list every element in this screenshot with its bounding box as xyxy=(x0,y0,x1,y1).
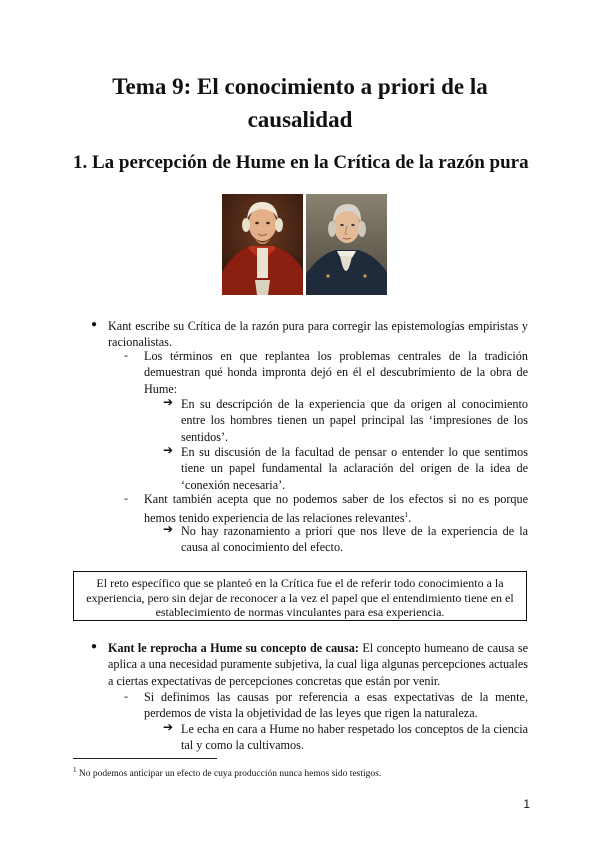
bullet-marker: ● xyxy=(91,641,98,652)
arrow-icon: ➔ xyxy=(163,720,174,734)
dash-marker: - xyxy=(124,491,128,505)
arrow-text: En su discusión de la facultad de pensar o entender lo que sentimos tiene un papel fundamental la aclaración del origen de la idea de ‘conexión necesaria’. xyxy=(181,445,528,492)
highlight-box xyxy=(73,571,527,621)
section-heading: 1. La percepción de Hume en la Crítica de la razón pura xyxy=(73,152,529,173)
dash-marker: - xyxy=(124,348,128,362)
portrait-hume-icon xyxy=(222,194,303,295)
bullet-text xyxy=(108,640,528,689)
dash-item xyxy=(124,689,528,722)
arrow-icon: ➔ xyxy=(163,443,174,457)
highlight-box-text: El reto específico que se planteó en la Crítica fue el de referir todo conocimiento a la experiencia, pero sin dejar de reconocer a la vez el papel que el entendimiento tiene en el establecimiento de normas vinculantes para esa experiencia. xyxy=(86,576,514,620)
bullet-text: Kant escribe su Crítica de la razón pura para corregir las epistemologías empiristas y racionalistas. xyxy=(108,319,528,350)
document-title: Tema 9: El conocimiento a priori de la causalidad xyxy=(112,74,488,132)
arrow-icon: ➔ xyxy=(163,522,174,536)
arrow-text: No hay razonamiento a priori que nos lleve de la experiencia de la causa al conocimiento del efecto. xyxy=(181,524,528,555)
bullet-marker: ● xyxy=(91,319,98,330)
footnote xyxy=(73,764,381,780)
arrow-item xyxy=(163,443,528,493)
dash-text: Los términos en que replantea los problemas centrales de la tradición demuestran qué honda impronta dejó en él el descubrimiento de la obra de Hume: xyxy=(144,349,528,396)
arrow-item xyxy=(163,720,528,754)
arrow-item xyxy=(163,395,528,445)
dash-text: Kant también acepta que no podemos saber de los efectos si no es porque hemos tenido experiencia de las relaciones relevantes$^1$. xyxy=(144,492,528,526)
dash-item xyxy=(124,491,528,527)
footnote-divider xyxy=(73,758,217,759)
footnote-text: No podemos anticipar un efecto de cuya producción nunca hemos sido testigos. xyxy=(76,769,382,780)
bullet-text-body: El concepto humeano de causa se aplica a una necesidad puramente subjetiva, la cual liga algunas percepciones actuales a ciertas expectativas de percepciones concretas que están por venir. xyxy=(108,641,528,688)
arrow-text: En su descripción de la experiencia que da origen al conocimiento entre los hombres tienen un papel principal las ‘impresiones de los sentidos’. xyxy=(181,397,528,444)
dash-item xyxy=(124,348,528,397)
footnote-reference: 1 xyxy=(404,511,409,520)
arrow-item xyxy=(163,522,528,556)
dash-text-body: Kant también acepta que no podemos saber de los efectos si no es porque hemos tenido experiencia de las relaciones relevantes xyxy=(144,492,528,526)
arrow-icon: ➔ xyxy=(163,395,174,409)
portrait-kant-icon xyxy=(306,194,387,295)
footnote-number: 1 xyxy=(73,766,77,774)
bullet-item xyxy=(91,640,528,689)
dash-text: Si definimos las causas por referencia a esas expectativas de la mente, perdemos de vista la objetividad de las leyes que rigen la naturaleza. xyxy=(144,690,528,721)
arrow-text: Le echa en cara a Hume no haber respetado los conceptos de la ciencia tal y como la cultivamos. xyxy=(181,722,528,753)
bullet-item xyxy=(91,318,528,351)
bullet-bold-lead: Kant le reprocha a Hume su concepto de causa: xyxy=(108,641,359,655)
dash-marker: - xyxy=(124,689,128,703)
page-number: 1 xyxy=(523,797,530,811)
